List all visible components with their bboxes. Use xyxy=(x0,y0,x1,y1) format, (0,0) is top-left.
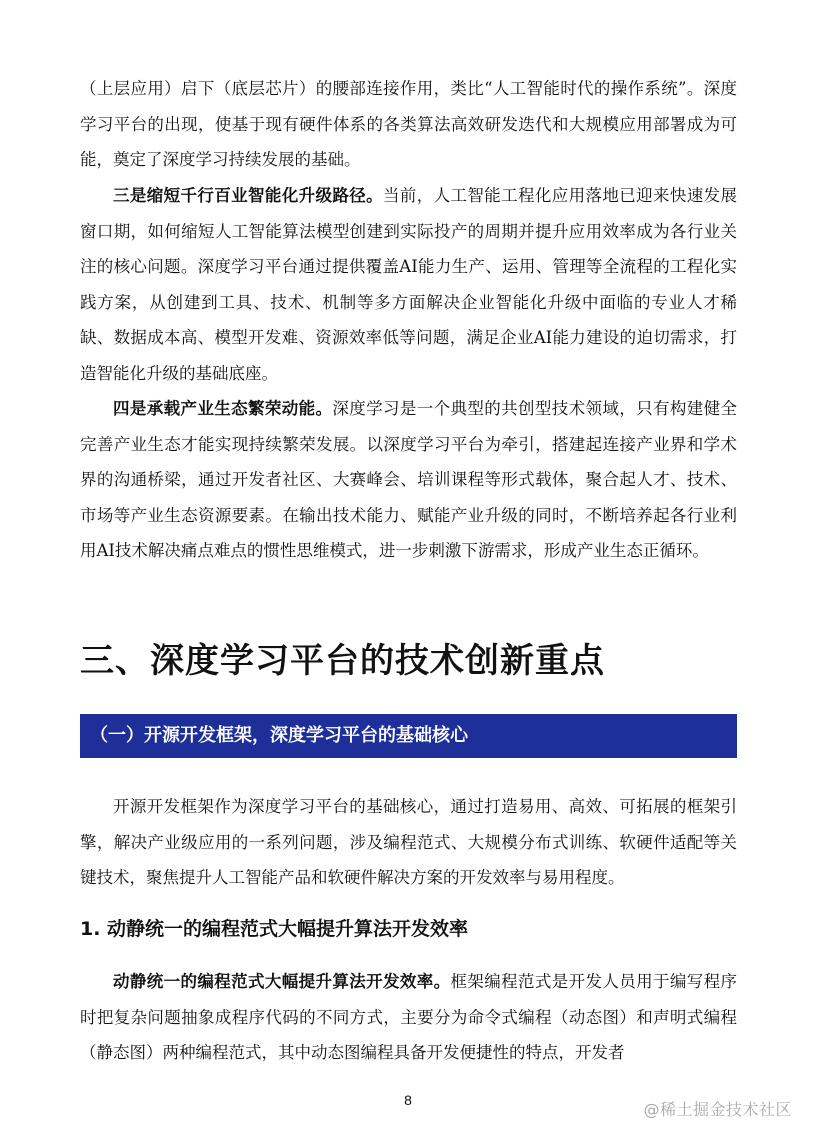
paragraph-programming-paradigm xyxy=(80,964,737,1071)
paragraph-lead: 四是承载产业生态繁荣动能。 xyxy=(113,399,333,418)
paragraph-body: 框架编程范式是开发人员用于编写程序时把复杂问题抽象成程序代码的不同方式，主要分为命令式编程（动态图）和声明式编程（静态图）两种编程范式，其中动态图编程具备开发便捷性的特点，开发者 xyxy=(80,972,737,1063)
item-heading: 1. 动静统一的编程范式大幅提升算法开发效率 xyxy=(80,918,469,940)
paragraph-point-four xyxy=(80,391,737,569)
paragraph-point-three xyxy=(80,178,737,392)
paragraph-body: 当前，人工智能工程化应用落地已迎来快速发展窗口期，如何缩短人工智能算法模型创建到实际投产的周期并提升应用效率成为各行业关注的核心问题。深度学习平台通过提供覆盖AI能力生产、运用、管理等全流程的工程化实践方案，从创建到工具、技术、机制等多方面解决企业智能化升级中面临的专业人才稀缺、数据成本高、模型开发难、资源效率低等问题，满足企业AI能力建设的迫切需求，打造智能化升级的基础底座。 xyxy=(80,186,737,383)
watermark: @稀土掘金技术社区 xyxy=(643,1100,792,1119)
paragraph-lead: 动静统一的编程范式大幅提升算法开发效率。 xyxy=(113,972,451,991)
subsection-heading-bar xyxy=(80,714,737,758)
page-number: 8 xyxy=(404,1092,412,1108)
paragraph-body: 深度学习是一个典型的共创型技术领域，只有构建健全完善产业生态才能实现持续繁荣发展。以深度学习平台为牵引，搭建起连接产业界和学术界的沟通桥梁，通过开发者社区、大赛峰会、培训课程等形式载体，聚合起人才、技术、市场等产业生态资源要素。在输出技术能力、赋能产业升级的同时，不断培养起各行业利用AI技术解决痛点难点的惯性思维模式，进一步刺激下游需求，形成产业生态正循环。 xyxy=(80,399,737,561)
section-heading: 三、深度学习平台的技术创新重点 xyxy=(80,641,605,681)
paragraph-continuation: （上层应用）启下（底层芯片）的腰部连接作用，类比“人工智能时代的操作系统”。深度学习平台的出现，使基于现有硬件体系的各类算法高效研发迭代和大规模应用部署成为可能，奠定了深度学习持续发展的基础。 xyxy=(80,79,737,170)
paragraph-lead: 三是缩短千行百业智能化升级路径。 xyxy=(113,186,383,205)
subsection-heading: （一）开源开发框架，深度学习平台的基础核心 xyxy=(90,725,468,746)
paragraph-framework-intro: 开源开发框架作为深度学习平台的基础核心，通过打造易用、高效、可拓展的框架引擎，解决产业级应用的一系列问题，涉及编程范式、大规模分布式训练、软硬件适配等关键技术，聚焦提升人工智能产品和软硬件解决方案的开发效率与易用程度。 xyxy=(80,797,737,888)
